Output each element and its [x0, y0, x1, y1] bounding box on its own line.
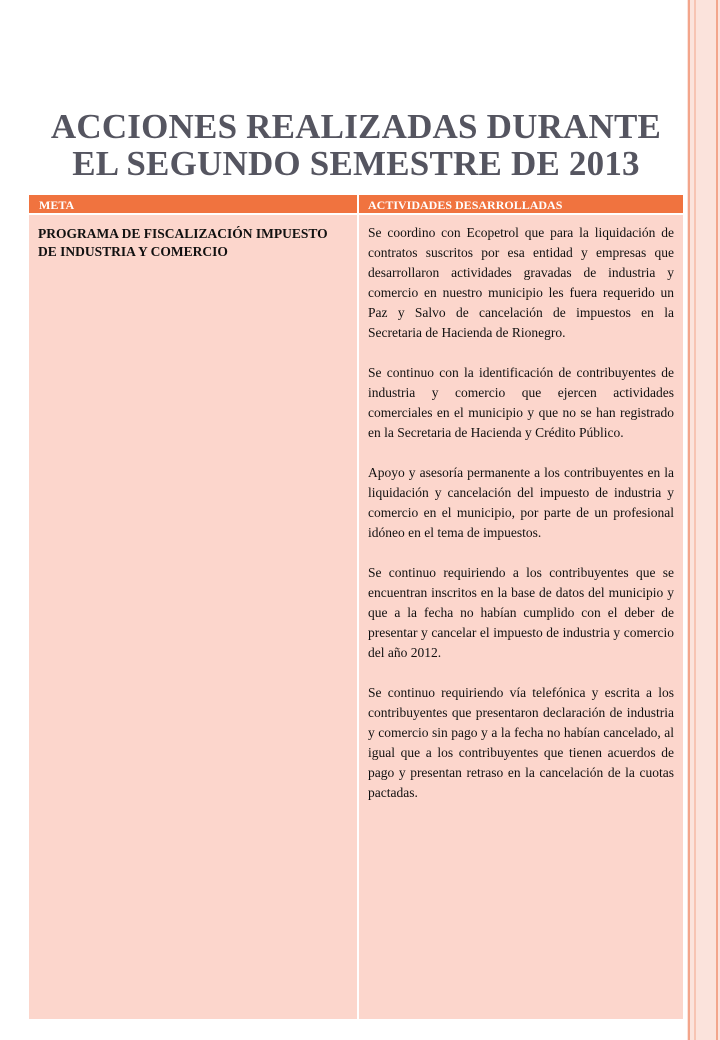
- table-header-row: [29, 195, 683, 215]
- cell-actividades: [368, 223, 674, 823]
- slide-title: [30, 108, 682, 182]
- activity-paragraph: Se continuo con la identificación de contribuyentes de industria y comercio que ejercen actividades comerciales en el municipio y que no se han registrado en la Secretaria de Hacienda y Crédito Público.: [368, 365, 674, 440]
- title-line-1: ACCIONES REALIZADAS DURANTE: [50, 107, 662, 146]
- activity-paragraph: Se continuo requiriendo vía telefónica y escrita a los contribuyentes que presentaron declaración de industria y comercio sin pago y a la fecha no habían cancelado, al igual que a los contribuyentes que tienen acuerdos de pago y presentan retraso en la cancelación de la cuotas pactadas.: [368, 685, 674, 800]
- border-line: [694, 0, 696, 1040]
- activity-paragraph: Apoyo y asesoría permanente a los contribuyentes en la liquidación y cancelación del impuesto de industria y comercio en el municipio, por parte de un profesional idóneo en el tema de impuestos.: [368, 465, 674, 540]
- header-meta: META: [39, 198, 75, 212]
- border-line: [716, 0, 718, 1040]
- cell-meta: PROGRAMA DE FISCALIZACIÓN IMPUESTO DE INDUSTRIA Y COMERCIO: [38, 226, 328, 259]
- activity-paragraph: Se coordino con Ecopetrol que para la liquidación de contratos suscritos por esa entidad y empresas que desarrollaron actividades gravadas de industria y comercio en nuestro municipio les fuera requerido un Paz y Salvo de cancelación de impuestos en la Secretaria de Hacienda de Rionegro.: [368, 225, 674, 340]
- column-divider: [357, 195, 359, 1019]
- border-line: [688, 0, 690, 1040]
- activity-paragraph: Se continuo requiriendo a los contribuyentes que se encuentran inscritos en la base de datos del municipio y que a la fecha no habían cumplido con el deber de presentar y cancelar el impuesto de industria y comercio del año 2012.: [368, 565, 674, 660]
- title-line-2: EL SEGUNDO SEMESTRE DE 2013: [72, 144, 640, 183]
- activities-table: [28, 194, 684, 1020]
- header-actividades: ACTIVIDADES DESARROLLADAS: [368, 198, 563, 212]
